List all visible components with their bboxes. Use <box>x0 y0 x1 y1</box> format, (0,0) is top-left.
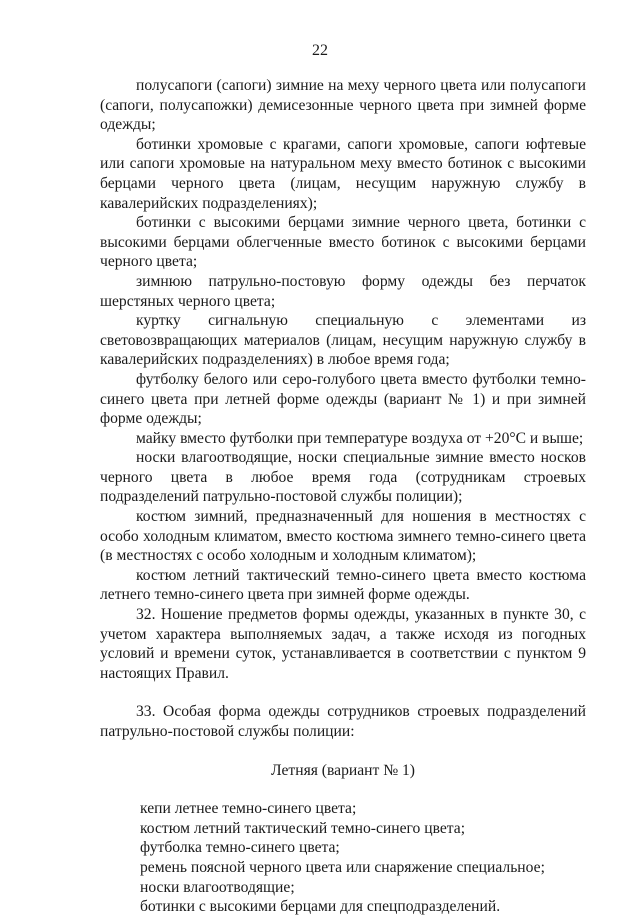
list-item: ботинки с высокими берцами для спецподразделений. <box>140 898 501 916</box>
page-number: 22 <box>312 42 328 59</box>
section-title: Летняя (вариант № 1) <box>271 761 415 779</box>
list-item: носки влагоотводящие; <box>140 878 295 896</box>
list-item: ремень поясной черного цвета или снаряжение специальное; <box>140 858 545 876</box>
paragraph-item-33: 33. Особая форма одежды сотрудников строевых подразделений патрульно-постовой службы полиции: <box>100 703 586 740</box>
list-item: футболка темно-синего цвета; <box>140 839 340 857</box>
paragraph: костюм летний тактический темно-синего цвета вместо костюма летнего темно-синего цвета при зимней форме одежды. <box>100 566 586 604</box>
list-item: костюм летний тактический темно-синего цвета; <box>140 819 466 837</box>
paragraph: ботинки хромовые с крагами, сапоги хромовые, сапоги юфтевые или сапоги хромовые на натуральном меху вместо ботинок с высокими берцами черного цвета (лицам, несущим наружную службу в кавалерийских подразделениях); <box>100 135 586 212</box>
list-item: кепи летнее темно-синего цвета; <box>140 800 357 818</box>
paragraph: носки влагоотводящие, носки специальные зимние вместо носков черного цвета в любое время года (сотрудникам строевых подразделений патрульно-постовой службы полиции); <box>100 449 586 506</box>
document-body <box>100 76 586 917</box>
paragraph: футболку белого или серо-голубого цвета вместо футболки темно-синего цвета при летней форме одежды (вариант № 1) и при зимней форме одежды; <box>100 370 586 428</box>
paragraph: зимнюю патрульно-постовую форму одежды без перчаток шерстяных черного цвета; <box>100 272 586 310</box>
paragraph-item-32: 32. Ношение предметов формы одежды, указанных в пункте 30, с учетом характера выполняемых задач, а также исходя из погодных условий и времени суток, устанавливается в соответствии с пунктом 9 настоящих Правил. <box>100 606 586 682</box>
paragraph: майку вместо футболки при температуре воздуха от +20°С и выше; <box>136 429 584 447</box>
paragraph: ботинки с высокими берцами зимние черного цвета, ботинки с высокими берцами облегченные вместо ботинок с высокими берцами черного цвета; <box>100 214 586 271</box>
paragraph: костюм зимний, предназначенный для ношения в местностях с особо холодным климатом, вместо костюма зимнего темно-синего цвета (в местностях с особо холодным и холодным климатом); <box>100 508 586 565</box>
paragraph: куртку сигнальную специальную с элементами из световозвращающих материалов (лицам, несущим наружную службу в кавалерийских подразделениях) в любое время года; <box>100 312 586 369</box>
paragraph: полусапоги (сапоги) зимние на меху черного цвета или полусапоги (сапоги, полусапожки) демисезонные черного цвета при зимней форме одежды; <box>100 77 586 134</box>
